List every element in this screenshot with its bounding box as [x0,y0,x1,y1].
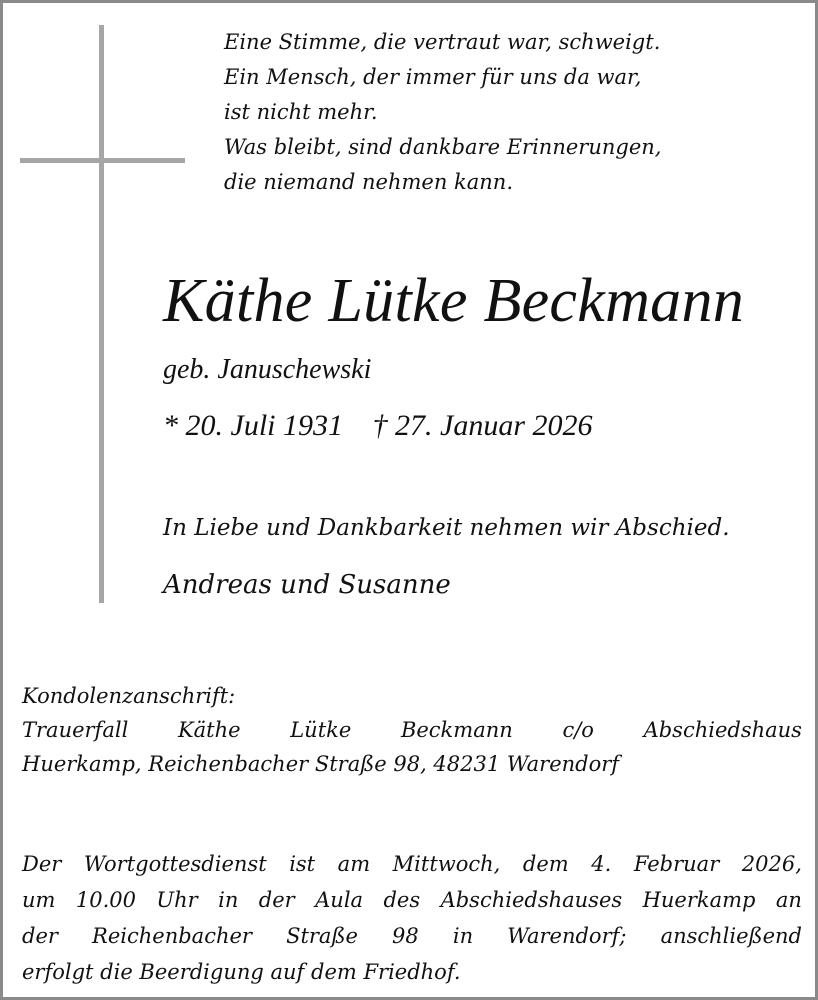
word: Abschiedshauses [440,888,623,912]
word: um [22,888,56,912]
poem-line: Ein Mensch, der immer für uns da war, [224,65,642,89]
word: c/o [562,718,594,742]
word: Straße [286,924,358,948]
word: dem [522,852,569,876]
word: 10.00 [75,888,136,912]
word: des [383,888,421,912]
condolence-heading: Kondolenzanschrift: [22,684,236,708]
word: 4. [591,852,612,876]
word: Der [22,852,62,876]
word: in [218,888,239,912]
word: Lütke [290,718,352,742]
memorial-poem [224,25,804,200]
cross-horizontal-bar [20,158,185,163]
cross-vertical-bar [99,25,104,603]
word: Huerkamp [642,888,756,912]
word: an [775,888,802,912]
poem-line: die niemand nehmen kann. [224,170,513,194]
word: der [258,888,295,912]
poem-line: Eine Stimme, die vertraut war, schweigt. [224,30,661,54]
mourners-names: Andreas und Susanne [163,570,451,600]
service-line: erfolgt die Beerdigung auf dem Friedhof. [22,960,461,984]
word: anschließend [660,924,802,948]
word: Mittwoch, [392,852,501,876]
word: Abschiedshaus [643,718,802,742]
service-line [22,882,802,918]
word: Trauerfall [22,718,129,742]
word: 98 [392,924,419,948]
poem-line: Was bleibt, sind dankbare Erinnerungen, [224,135,662,159]
condolence-line [22,713,802,747]
word: in [452,924,474,948]
word: Uhr [156,888,198,912]
word: der [22,924,58,948]
word: Warendorf; [507,924,627,948]
word: am [337,852,371,876]
farewell-text: In Liebe und Dankbarkeit nehmen wir Abschied. [163,515,730,541]
service-line [22,846,802,882]
poem-line: ist nicht mehr. [224,100,378,124]
service-line [22,918,802,954]
word: Reichenbacher [92,924,252,948]
life-dates [163,408,593,444]
service-announcement [22,846,802,990]
deceased-name: Käthe Lütke Beckmann [163,267,745,335]
word: ist [289,852,316,876]
maiden-name: geb. Januschewski [163,354,372,385]
word: Februar [633,852,720,876]
condolence-line: Huerkamp, Reichenbacher Straße 98, 48231 Warendorf [22,752,620,776]
word: Käthe [177,718,241,742]
word: Aula [315,888,364,912]
death-date: † 27. Januar 2026 [372,409,593,442]
condolence-address [22,679,802,781]
word: 2026, [741,852,802,876]
word: Beckmann [400,718,513,742]
birth-date: * 20. Juli 1931 [163,409,343,442]
word: Wortgottesdienst [83,852,267,876]
